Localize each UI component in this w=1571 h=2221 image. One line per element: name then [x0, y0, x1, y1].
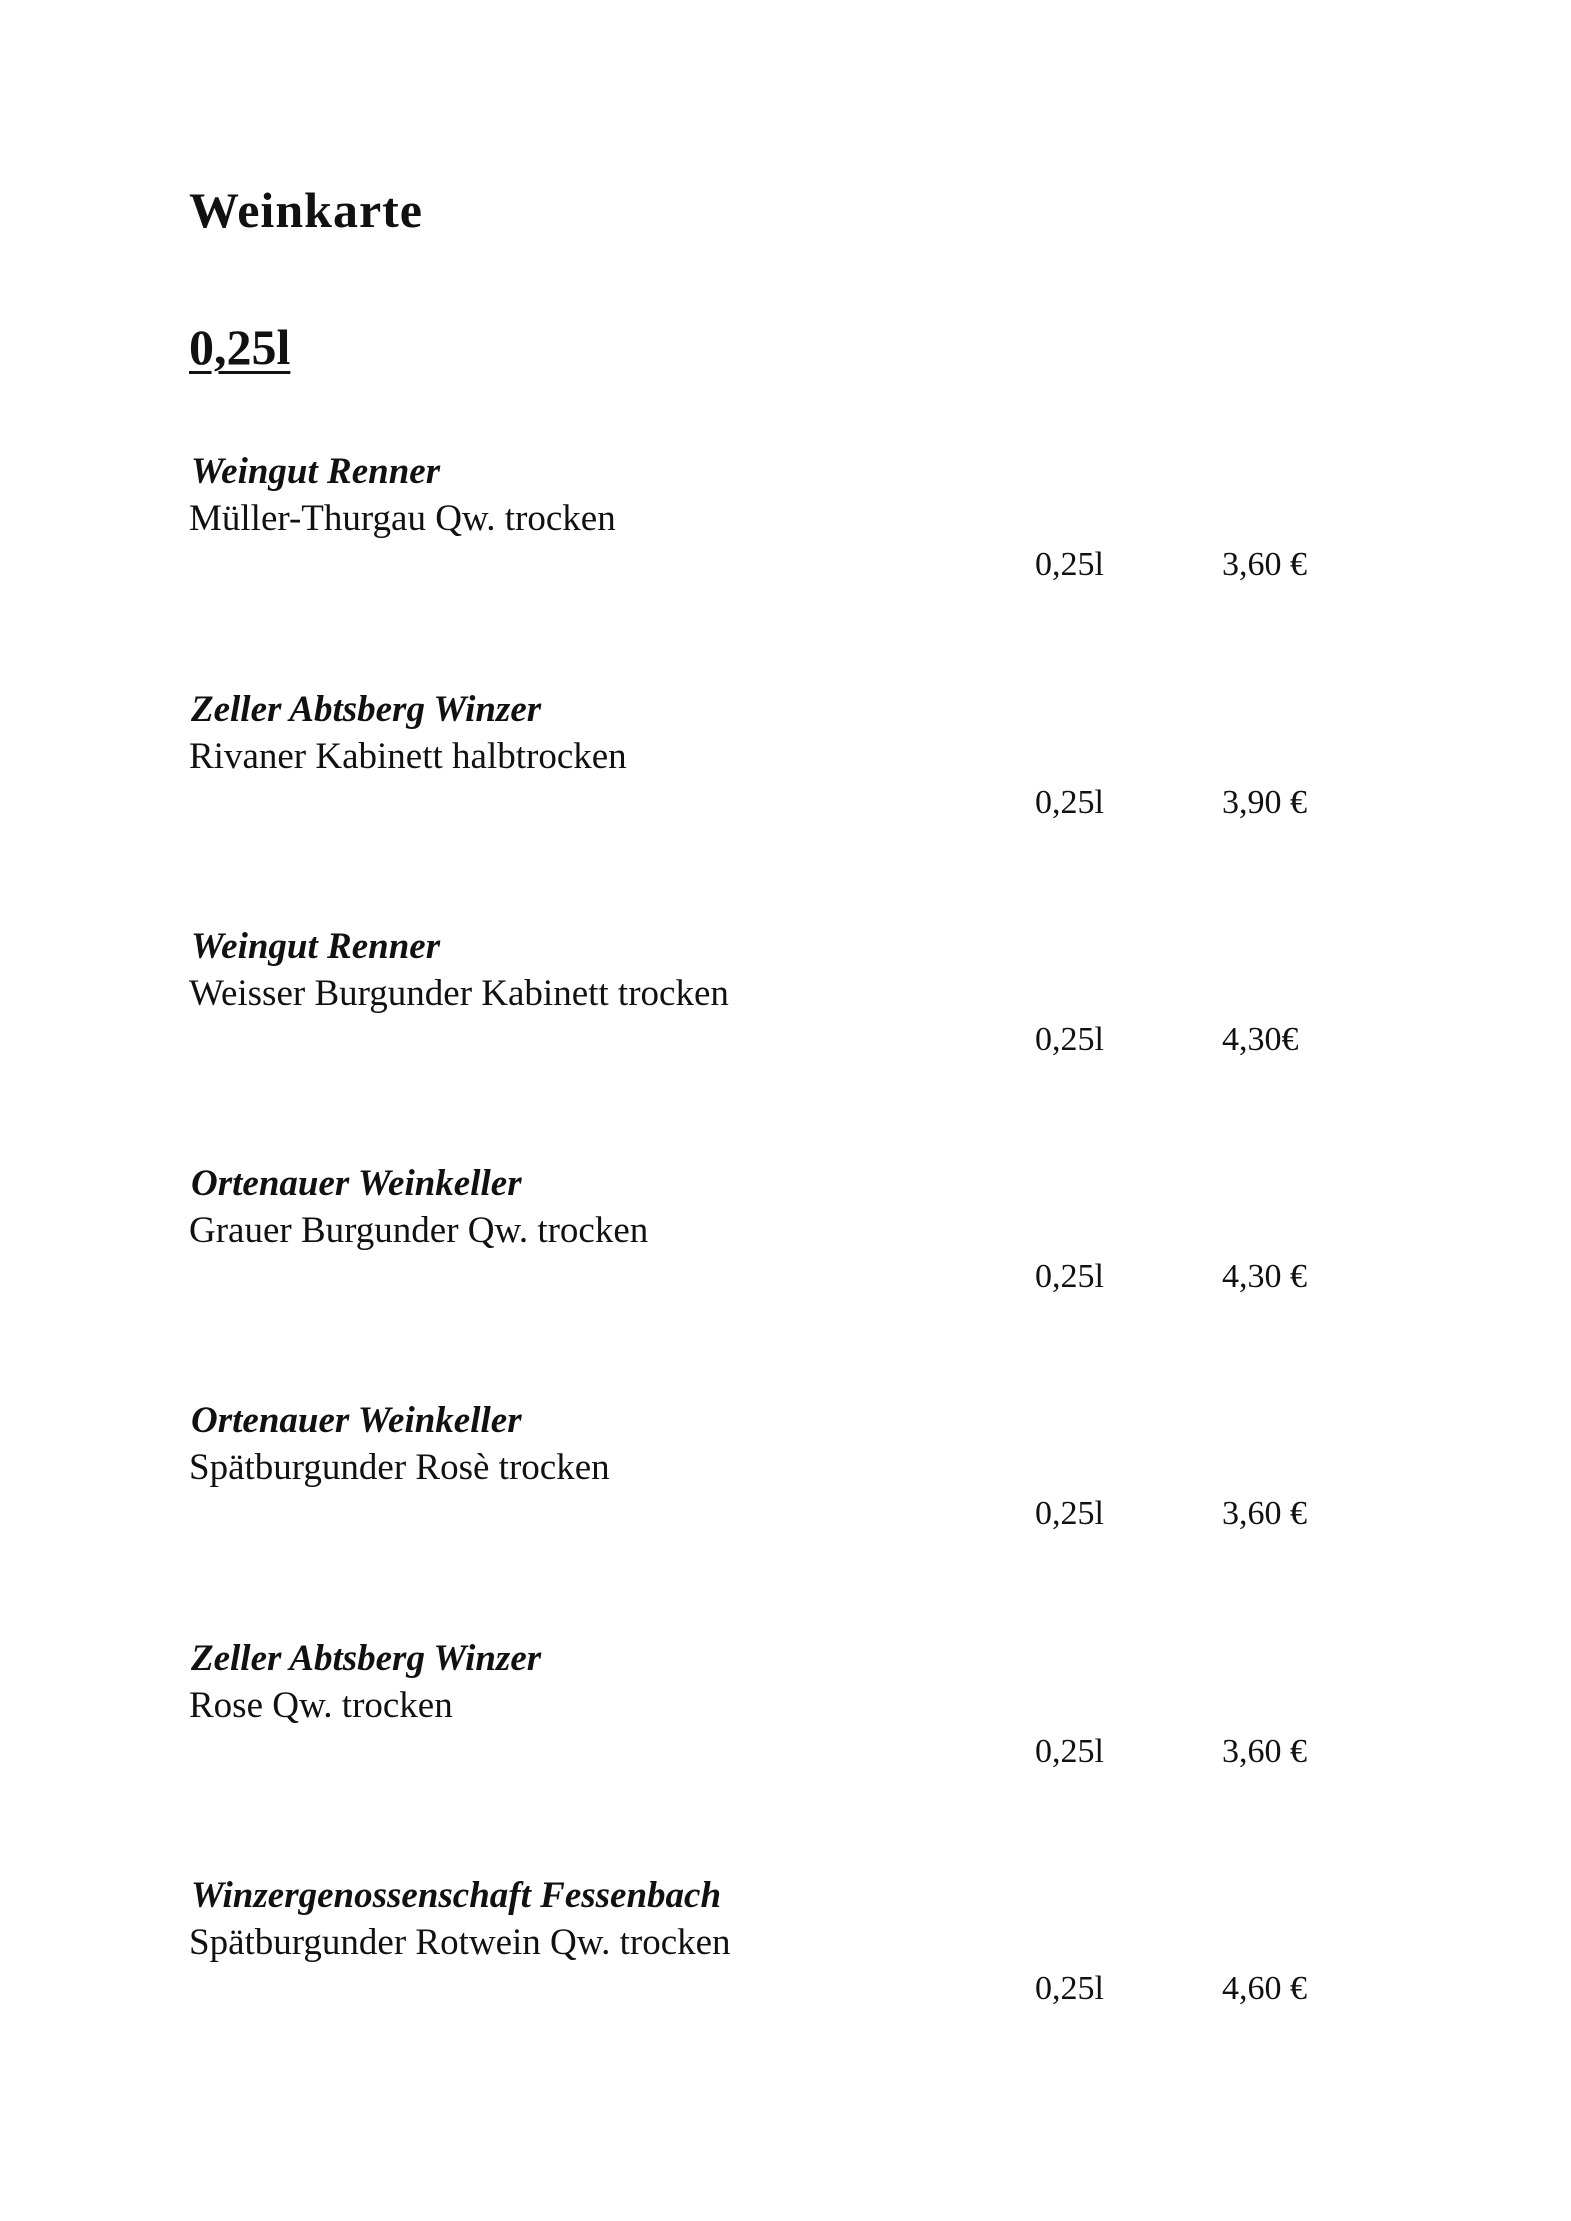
wine-price: 4,30 €: [1222, 1258, 1307, 1295]
wine-item: [0, 1874, 1571, 2014]
page-title: Weinkarte: [189, 182, 423, 238]
wine-price: 4,60 €: [1222, 1970, 1307, 2007]
wine-volume: 0,25l: [1035, 1495, 1104, 1532]
wine-name: Spätburgunder Rosè trocken: [189, 1447, 610, 1488]
wine-item: [0, 925, 1571, 1065]
wine-producer: Zeller Abtsberg Winzer: [191, 689, 542, 730]
wine-volume: 0,25l: [1035, 1733, 1104, 1770]
wine-item: [0, 1162, 1571, 1302]
wine-price: 3,60 €: [1222, 1495, 1307, 1532]
wine-producer: Weingut Renner: [191, 451, 441, 492]
wine-volume: 0,25l: [1035, 546, 1104, 583]
wine-name: Grauer Burgunder Qw. trocken: [189, 1210, 649, 1251]
wine-price: 3,60 €: [1222, 1733, 1307, 1770]
wine-volume: 0,25l: [1035, 784, 1104, 821]
wine-name: Weisser Burgunder Kabinett trocken: [189, 973, 729, 1014]
wine-item: [0, 1637, 1571, 1777]
wine-name: Rose Qw. trocken: [189, 1685, 453, 1726]
wine-price: 4,30€: [1222, 1021, 1299, 1058]
section-heading: 0,25l: [189, 319, 291, 375]
wine-producer: Winzergenossenschaft Fessenbach: [191, 1875, 722, 1916]
wine-volume: 0,25l: [1035, 1970, 1104, 2007]
wine-item: [0, 450, 1571, 590]
wine-producer: Ortenauer Weinkeller: [191, 1400, 522, 1441]
wine-name: Spätburgunder Rotwein Qw. trocken: [189, 1922, 731, 1963]
wine-producer: Zeller Abtsberg Winzer: [191, 1638, 542, 1679]
wine-producer: Weingut Renner: [191, 926, 441, 967]
wine-item: [0, 688, 1571, 828]
wine-producer: Ortenauer Weinkeller: [191, 1163, 522, 1204]
wine-volume: 0,25l: [1035, 1021, 1104, 1058]
wine-name: Rivaner Kabinett halbtrocken: [189, 736, 627, 777]
wine-name: Müller-Thurgau Qw. trocken: [189, 498, 616, 539]
wine-price: 3,90 €: [1222, 784, 1307, 821]
wine-price: 3,60 €: [1222, 546, 1307, 583]
wine-item: [0, 1399, 1571, 1539]
wine-volume: 0,25l: [1035, 1258, 1104, 1295]
